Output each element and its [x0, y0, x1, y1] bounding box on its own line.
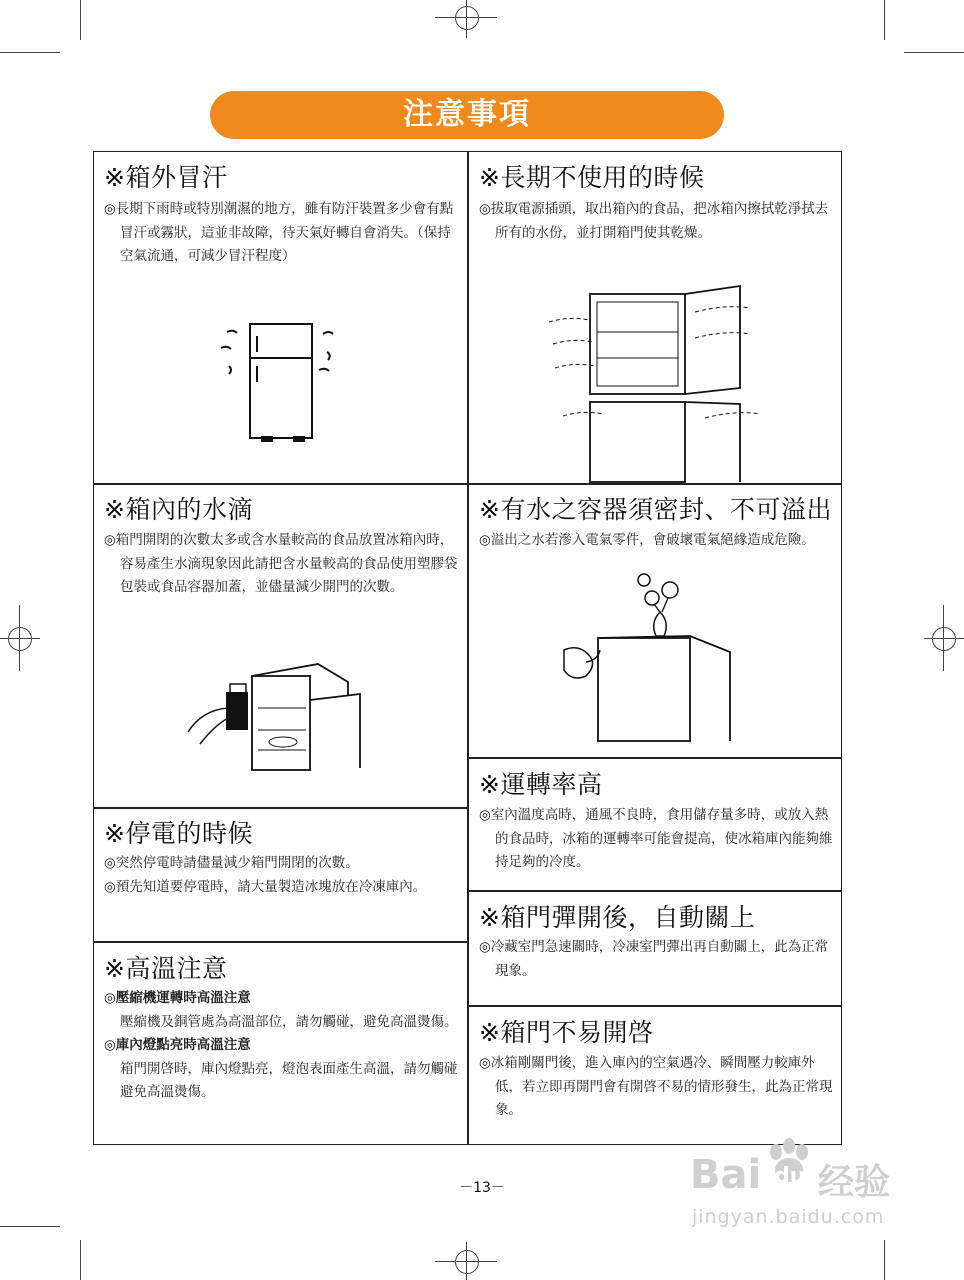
baidu-watermark — [690, 1140, 940, 1240]
section-body-water-container — [479, 529, 833, 553]
page-number: －13－ — [459, 1180, 505, 1196]
section-body-power-outage — [104, 852, 458, 899]
crop-mark-left-bottom — [0, 1226, 60, 1227]
crop-mark-left-top-v — [80, 0, 81, 40]
section-body-long-unused — [479, 198, 833, 245]
section-body-inner-drops — [104, 529, 458, 600]
grid-divider-left-row3 — [93, 941, 468, 943]
paragraph: ◎長期下雨時或特別潮濕的地方，雖有防汗裝置多少會有點冒汗或霧狀，這並非故障，待天氣好轉自會消失。（保持空氣流通，可減少冒汗程度） — [104, 201, 454, 264]
paragraph: 箱門開啓時，庫內燈點亮，燈泡表面產生高溫，請勿觸碰避免高溫燙傷。 — [120, 1060, 458, 1100]
subheading: ◎庫內燈點亮時高溫注意 — [104, 1037, 251, 1053]
registration-mark-right — [932, 627, 956, 651]
crop-mark-left-bottom-v — [80, 1240, 81, 1280]
section-title-auto-close: ※箱門彈開後，自動關上 — [479, 903, 756, 932]
section-body-high-temp — [104, 987, 458, 1105]
section-title-water-container: ※有水之容器須密封、不可溢出 — [479, 495, 832, 524]
paragraph: ◎預先知道要停電時，請大量製造冰塊放在冷凍庫內。 — [104, 878, 427, 895]
section-title-inner-drops: ※箱內的水滴 — [104, 495, 253, 524]
section-title-long-unused: ※長期不使用的時候 — [479, 163, 705, 192]
section-title-high-temp: ※高溫注意 — [104, 954, 228, 983]
section-title-operation-rate: ※運轉率高 — [479, 770, 603, 799]
section-body-hard-open — [479, 1052, 833, 1123]
paragraph: ◎突然停電時請儘量減少箱門開閉的次數。 — [104, 855, 359, 871]
registration-mark-bottom — [455, 1250, 479, 1274]
section-body-auto-close — [479, 936, 833, 983]
crop-mark-bottom-hline — [435, 1261, 497, 1262]
registration-mark-left — [8, 627, 32, 651]
watermark-url: jingyan.baidu.com — [692, 1206, 885, 1228]
subheading: ◎壓縮機運轉時高溫注意 — [104, 990, 251, 1006]
section-title-condensation: ※箱外冒汗 — [104, 163, 228, 192]
paragraph: ◎冰箱剛關門後，進入庫內的空氣遇冷、瞬間壓力較庫外低，若立即再開門會有開啓不易的情形發生，此為正常現象。 — [479, 1055, 833, 1118]
grid-divider-vertical — [467, 151, 469, 1145]
crop-mark-left-mid-v — [19, 605, 20, 671]
watermark-brand-du: du — [774, 1164, 806, 1189]
section-body-condensation — [104, 198, 458, 269]
fridge-open-drying-illustration — [545, 292, 770, 482]
paragraph: 壓縮機及銅管處為高溫部位，請勿觸碰，避免高溫燙傷。 — [120, 1013, 458, 1030]
fridge-food-packing-illustration — [188, 660, 366, 775]
crop-mark-right-top — [904, 52, 964, 53]
grid-divider-right-row3 — [467, 890, 842, 892]
fridge-sweating-illustration — [215, 318, 345, 446]
registration-mark-top — [455, 6, 479, 30]
paragraph: ◎箱門開閉的次數太多或含水量較高的食品放置冰箱內時，容易產生水滴現象因此請把含水量較高的食品使用塑膠袋包裝或食品容器加蓋，並儘量減少開門的次數。 — [104, 532, 458, 595]
fridge-with-vase-illustration — [560, 576, 740, 746]
paragraph: ◎冷藏室門急速關時，冷凍室門彈出再自動關上，此為正常現象。 — [479, 939, 829, 979]
crop-mark-right-mid-v — [943, 605, 944, 671]
section-body-operation-rate — [479, 804, 833, 875]
watermark-brand-cn: 经验 — [818, 1162, 891, 1203]
paragraph: ◎溢出之水若滲入電氣零件，會破壞電氣絕緣造成危險。 — [479, 532, 815, 548]
section-title-power-outage: ※停電的時候 — [104, 819, 253, 848]
paragraph: ◎拔取電源插頭，取出箱內的食品，把冰箱內擦拭乾淨拭去所有的水份，並打開箱門使其乾燥。 — [479, 201, 829, 241]
crop-mark-top-hline — [435, 17, 497, 18]
page-title-banner: 注意事項 — [210, 91, 724, 139]
watermark-brand: Bai — [690, 1152, 762, 1198]
crop-mark-right-bottom-v — [884, 1240, 885, 1280]
grid-divider-left-row2 — [93, 807, 468, 809]
grid-divider-right-row4 — [467, 1005, 842, 1007]
grid-divider-row1 — [93, 483, 842, 485]
crop-mark-right-top-v — [884, 0, 885, 40]
section-title-hard-open: ※箱門不易開啓 — [479, 1018, 654, 1047]
crop-mark-left-top — [0, 52, 60, 53]
grid-divider-right-row2 — [467, 757, 842, 759]
paragraph: ◎室內溫度高時，通風不良時，食用儲存量多時，或放入熱的食品時，冰箱的運轉率可能會提高，使冰箱庫內能夠維持足夠的冷度。 — [479, 807, 833, 870]
